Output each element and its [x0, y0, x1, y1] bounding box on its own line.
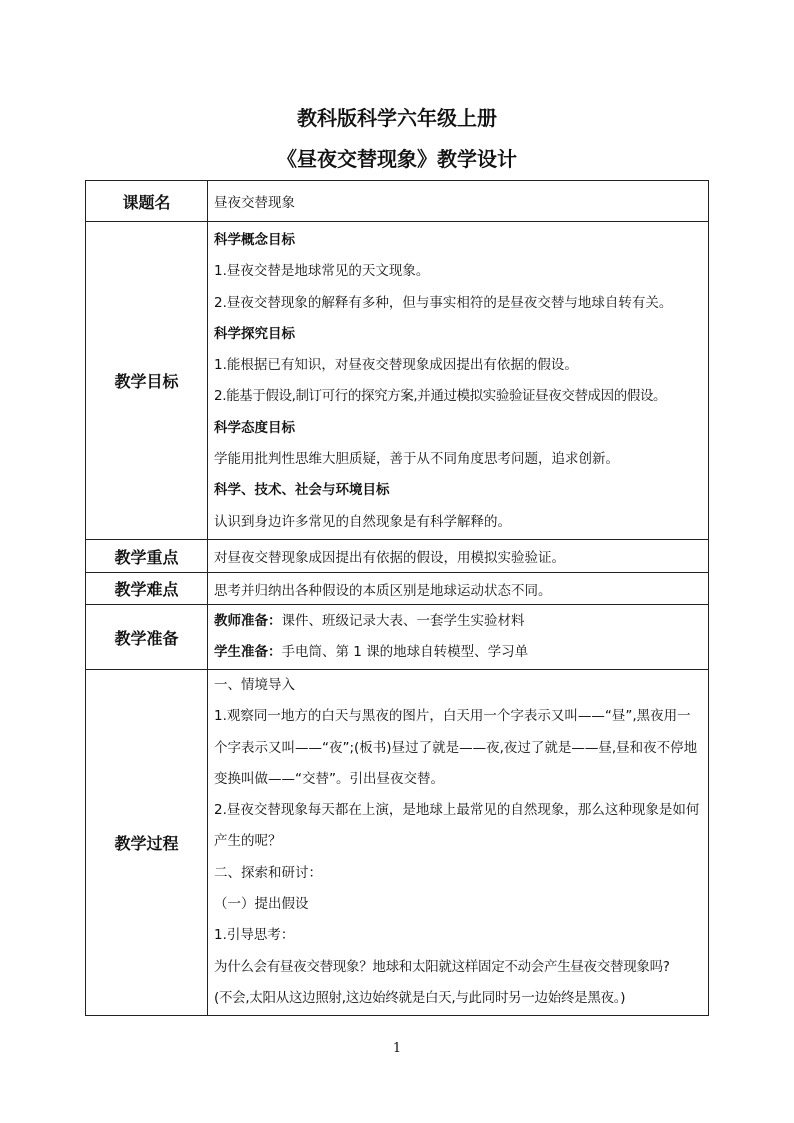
document-title: 教科版科学六年级上册	[297, 106, 497, 130]
sts-item: 认识到身边许多常见的自然现象是有科学解释的。	[214, 513, 511, 530]
difficulty-label: 教学难点	[86, 573, 208, 605]
topic-value: 昼夜交替现象	[208, 181, 709, 222]
preparation-content	[208, 605, 709, 670]
document-subtitle: 《昼夜交替现象》教学设计	[277, 147, 517, 171]
inquiry-item: 1.能根据已有知识，对昼夜交替现象成因提出有依据的假设。	[214, 357, 578, 374]
concept-item: 2.昼夜交替现象的解释有多种，但与事实相符的是昼夜交替与地球自转有关。	[214, 294, 673, 311]
key-point-value: 对昼夜交替现象成因提出有依据的假设，用模拟实验验证。	[208, 540, 709, 573]
attitude-item: 学能用批判性思维大胆质疑，善于从不同角度思考问题，追求创新。	[214, 451, 619, 468]
process-paragraph: 1.引导思考：	[214, 927, 295, 944]
process-subsection-heading: （一）提出假设	[214, 896, 309, 913]
attitude-heading: 科学态度目标	[214, 419, 295, 436]
key-point-label: 教学重点	[86, 540, 208, 573]
table-row-difficulty	[86, 573, 709, 605]
lesson-plan-table	[85, 180, 709, 1016]
goals-label: 教学目标	[86, 222, 208, 540]
student-preparation-label: 学生准备：	[214, 644, 282, 660]
teacher-preparation-value: 课件、班级记录大表、一套学生实验材料	[281, 612, 525, 629]
concept-heading: 科学概念目标	[214, 232, 295, 248]
difficulty-value: 思考并归纳出各种假设的本质区别是地球运动状态不同。	[208, 573, 709, 605]
page-number: 1	[392, 1041, 402, 1056]
topic-label: 课题名	[86, 181, 208, 222]
concept-item: 1.昼夜交替是地球常见的天文现象。	[214, 263, 430, 280]
process-label: 教学过程	[86, 670, 208, 1016]
process-content	[208, 670, 709, 1016]
process-section-heading: 二、探索和研讨：	[214, 864, 322, 881]
table-row-goals	[86, 222, 709, 540]
student-preparation-value: 手电筒、第 1 课的地球自转模型、学习单	[281, 644, 529, 660]
preparation-label: 教学准备	[86, 605, 208, 670]
process-paragraph: 2.昼夜交替现象每天都在上演，是地球上最常见的自然现象，那么这种现象是如何产生的呢？	[214, 802, 700, 850]
process-paragraph: 1.观察同一地方的白天与黑夜的图片，白天用一个字表示又叫——“昼”,黑夜用一个字表示又叫——“夜”;(板书)昼过了就是——夜,夜过了就是——昼,昼和夜不停地变换叫做——“交替”。引出昼夜交替。	[214, 708, 698, 787]
inquiry-item: 2.能基于假设,制订可行的探究方案,并通过模拟实验验证昼夜交替成因的假设。	[214, 388, 667, 405]
process-paragraph: 为什么会有昼夜交替现象？地球和太阳就这样固定不动会产生昼夜交替现象吗?	[214, 958, 670, 975]
teacher-preparation-label: 教师准备：	[214, 612, 282, 629]
table-row-process	[86, 670, 709, 1016]
student-preparation	[214, 637, 702, 668]
table-row-key-point	[86, 540, 709, 573]
process-paragraph: (不会,太阳从这边照射,这边始终就是白天,与此同时另一边始终是黑夜。)	[214, 989, 626, 1006]
goals-content	[208, 222, 709, 540]
inquiry-heading: 科学探究目标	[214, 325, 295, 342]
table-row-preparation	[86, 605, 709, 670]
table-row-topic	[86, 181, 709, 222]
teacher-preparation	[214, 606, 702, 637]
sts-heading: 科学、技术、社会与环境目标	[214, 482, 390, 499]
process-section-heading: 一、情境导入	[214, 677, 295, 693]
